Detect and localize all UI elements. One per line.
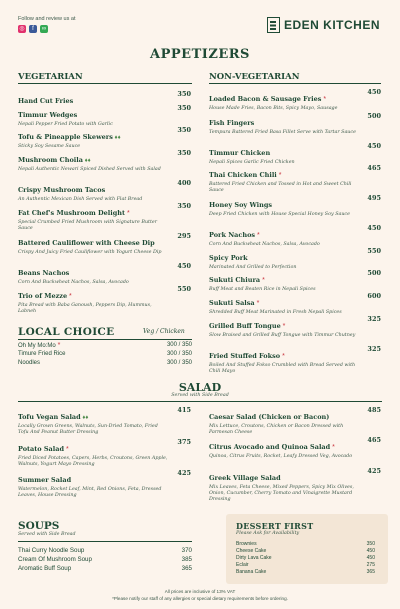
salad-subtitle: Served with Side Bread [171,393,229,398]
item-name-line [18,469,168,487]
item-description: Battered Fried Chicken and Tossed in Hot and Sweet Chili Sauce [209,182,352,193]
soup-item-price: 365 [181,565,192,572]
item-description: House Made Fries, Bacon Bits, Spicy Mayo, Sausage [209,106,338,111]
item-name-line [209,292,359,310]
item-name-line [18,438,168,456]
soup-item-name: Aromatic Buff Soup [18,565,72,572]
spicy-star-icon: * [330,444,335,451]
item-price: 325 [367,345,381,353]
vat-note: All prices are inclusive of 13% VAT [164,589,236,594]
facebook-icon: f [29,25,37,33]
item-price: 450 [367,142,381,150]
dessert-item-name: Cheese Cake [236,548,267,554]
item-name-line [209,247,359,265]
item-name-line [18,406,168,424]
item-name: Thai Chicken Chili [209,171,277,179]
item-name-line [18,126,168,144]
appetizers-title: APPETIZERS [150,47,250,62]
local-item-price: 300 / 350 [166,360,192,366]
dessert-item-price: 365 [366,569,375,575]
dessert-item-name: Banana Cake [236,569,267,575]
nonveg-divider [209,83,381,84]
item-name: Tofu Vegan Salad [18,413,81,421]
local-item-price: 300 / 350 [166,351,192,357]
soup-item-name: Cream Of Mushroom Soup [18,556,92,563]
item-description: Nepali Pepper Fried Potato with Garlic [18,122,113,127]
item-price: 425 [367,467,381,475]
item-name: Spicy Pork [209,254,248,262]
item-name: Potato Salad [18,445,64,453]
item-name: Summer Salad [18,476,72,484]
item-price: 425 [177,469,191,477]
spicy-star-icon: * [260,277,265,284]
spicy-star-icon: * [254,300,260,307]
item-name: Sukuti Salsa [209,299,255,307]
item-price: 465 [367,436,381,444]
menu-item [209,436,359,460]
item-price: 495 [367,194,381,202]
menu-item [18,469,168,499]
item-name: Battered Cauliflower with Cheese Dip [18,239,155,247]
item-name: Timmur Wedges [18,111,78,119]
spicy-star-icon: * [67,293,72,300]
item-description: Marinated And Grilled to Perfection [209,265,297,270]
soups-title: SOUPS [18,520,60,532]
item-description: Corn And Buckwheat Nachos, Salsa, Avocado [18,280,129,285]
item-price: 350 [177,202,191,210]
salad-divider [18,401,382,402]
item-description: Tempura Battered Fried Basa Fillet Serve with Tartar Sauce [209,130,356,135]
local-item-name: Oh My Mo:Mo * [18,342,61,349]
menu-item [209,247,359,271]
item-name: Fish Fingers [209,119,255,127]
menu-item [209,164,359,194]
item-description: Slow Braised and Grilled Buff Tongue with Timmur Chutney [209,333,356,338]
item-name-line [209,88,359,106]
dessert-item-price: 275 [366,562,375,568]
item-description: Quinoa, Citrus Fruits, Rocket, Leafy Dressed Veg, Avocado [209,454,353,459]
item-description: An Authentic Mexican Dish Served with Flat Bread [18,197,143,202]
menu-item [209,194,359,218]
item-price: 600 [367,292,381,300]
spicy-star-icon: * [255,232,260,239]
follow-text: Follow and review us at [18,16,76,22]
soup-item-price: 385 [181,556,192,563]
item-description: Locally Grown Greens, Walnuts, Sun-Dried Tomato, Fried Tofu And Peanut Butter Dressing [18,424,158,435]
menu-item [209,88,359,112]
spicy-star-icon: * [125,210,130,217]
dessert-subtitle: Please Ask for Availability [236,531,300,536]
spicy-star-icon: * [280,323,286,330]
local-item-name: Noodles [18,360,41,366]
nonveg-heading: NON-VEGETARIAN [209,72,300,82]
item-description: Crispy And Juicy Fried Cauliflower with Yogurt Cheese Dip [18,250,162,255]
item-name: Honey Soy Wings [209,201,273,209]
item-description: Watermelon, Rocket Leaf, Mint, Red Onions, Feta, Dressed Leaves, House Dressing [18,487,162,498]
item-price: 400 [177,179,191,187]
local-item-price: 300 / 350 [166,342,192,348]
soups-subtitle: Served with Side Bread [18,532,76,537]
item-description: Nepali Authentic Newari Spiced Dished Served with Salad [18,167,161,172]
item-name-line [209,194,359,212]
item-price: 450 [367,88,381,96]
item-name: Beans Nachos [18,269,70,277]
menu-item [209,467,359,503]
item-price: 350 [177,104,191,112]
item-name: Tofu & Pineapple Skewers [18,133,113,141]
item-price: 415 [177,406,191,414]
menu-item [209,292,359,316]
menu-item [209,112,359,136]
item-name-line [18,202,168,220]
item-name-line [18,179,168,197]
menu-item [18,406,168,436]
vegan-leaf-icon: ♦♦ [80,415,89,421]
item-description: Shredded Buff Meat Marinated in Fresh Nepali Spices [209,310,342,315]
item-description: Nepali Spices Garlic Fried Chicken [209,160,295,165]
menu-item [209,315,359,339]
item-name-line [209,315,359,333]
spicy-star-icon: * [280,353,285,360]
item-description: Boiled And Stuffed Fokso Crumbled with Bread Served with Chili Mayo [209,363,356,374]
item-description: Deep Fried Chicken with House Special Honey Soy Sauce [209,212,350,217]
menu-item [18,438,168,468]
item-price: 450 [367,224,381,232]
vegan-leaf-icon: ♦♦ [112,135,121,141]
item-name: Mushroom Choila [18,156,83,164]
dessert-item-price: 450 [366,555,375,561]
item-name: Loaded Bacon & Sausage Fries [209,95,322,103]
item-description: Corn And Buckwheat Nachos, Salsa, Avocado [209,242,320,247]
allergy-note: *Please notify our staff of any allergies or special dietary requirements before ordering. [112,596,288,601]
menu-item [209,224,359,248]
brand-logo [267,17,380,33]
menu-item [18,262,168,286]
item-name-line [209,467,359,485]
spicy-star-icon: * [321,96,327,103]
brand-name: EDEN KITCHEN [283,18,380,32]
item-price: 550 [177,285,191,293]
item-name: Fat Chef's Mushroom Delight [18,209,126,217]
item-description: Special Crumbed Fried Mushroom with Signature Butter Sauce [18,220,158,231]
item-price: 465 [367,164,381,172]
menu-item [209,345,359,375]
item-name: Citrus Avocado and Quinoa Salad [209,443,331,451]
item-price: 500 [367,112,381,120]
item-name-line [18,285,168,303]
item-price: 350 [177,90,191,98]
item-price: 325 [367,315,381,323]
spicy-star-icon: * [276,172,282,179]
item-name-line [209,269,359,287]
local-item-name: Timure Fried Rice [18,351,66,357]
item-description: Mix Lettuce, Croutons, Chicken or Bacon Dressed with Parmesan Cheese [209,424,344,435]
social-links [18,25,48,33]
menu-item [209,142,359,166]
spicy-star-icon: * [55,342,61,349]
item-description: Buff Meat and Beaten Rice in Nepali Spices [209,287,316,292]
item-name-line [209,142,359,160]
spicy-star-icon: * [64,446,69,453]
item-name-line [18,149,168,167]
item-description: Pita Bread with Baba Ganoush, Peppers Dip, Hummus, Labneh [18,303,152,314]
item-price: 485 [367,406,381,414]
item-name-line [209,436,359,454]
local-divider [18,339,192,340]
item-name: Greek Village Salad [209,474,281,482]
item-name-line [18,232,168,250]
item-name-line [18,262,168,280]
vegetarian-heading: VEGETARIAN [18,72,83,82]
dessert-item-price: 350 [366,541,375,547]
item-description: Mix Leaves, Feta Cheese, Mixed Peppers, Spicy Mix Olives, Onion, Cucumber, Cherry Tomato and Vinaigrette Mustard Dressing [209,485,354,502]
logo-icon [267,17,280,33]
item-name: Hand Cut Fries [18,97,74,105]
soup-item-name: Thai Curry Noodle Soup [18,547,85,554]
soups-divider [18,541,192,542]
item-description: Fried Diced Potatoes, Capers, Herbs, Croutons, Green Apple, Walnuts, Yogurt Mayo Dressing [18,456,168,467]
dessert-item-name: Dirty Lava Cake [236,555,272,561]
item-name-line [209,406,359,424]
item-price: 375 [177,438,191,446]
item-name: Trio of Mezze [18,292,68,300]
dessert-title: DESSERT FIRST [236,521,314,531]
salad-title: SALAD [178,381,222,394]
soup-item-price: 370 [181,547,192,554]
item-name: Sukuti Chiura [209,276,261,284]
menu-item [18,149,168,173]
menu-item [18,285,168,315]
tripadvisor-icon: ∞ [41,26,47,32]
item-name: Grilled Buff Tongue [209,322,281,330]
menu-item [18,126,168,150]
menu-item [18,202,168,232]
item-price: 295 [177,232,191,240]
dessert-item-name: Brownies [236,541,257,547]
item-price: 450 [177,262,191,270]
item-name: Caesar Salad (Chicken or Bacon) [209,413,330,421]
item-name-line [209,164,359,182]
dessert-item-name: Eclair [236,562,249,568]
veg-divider [18,83,192,84]
item-name-line [18,104,168,122]
menu-item [18,232,168,256]
menu-item [209,269,359,293]
item-price: 350 [177,149,191,157]
item-name: Timmur Chicken [209,149,271,157]
item-name-line [209,112,359,130]
item-description: Sticky Soy Sesame Sauce [18,144,81,149]
vegan-leaf-icon: ♦♦ [82,158,91,164]
menu-item [209,406,359,436]
item-price: 500 [367,269,381,277]
item-name: Pork Nachos [209,231,256,239]
dessert-item-price: 450 [366,548,375,554]
instagram-icon: ◎ [19,26,25,32]
item-name: Fried Stuffed Fokso [209,352,281,360]
item-price: 350 [177,126,191,134]
item-name: Crispy Mushroom Tacos [18,186,106,194]
menu-item [18,179,168,203]
menu-item [18,104,168,128]
local-choice-title: LOCAL CHOICE [18,326,115,338]
item-name-line [209,224,359,242]
item-price: 550 [367,247,381,255]
item-name-line [209,345,359,363]
local-choice-subtitle: Veg / Chicken [143,328,185,335]
